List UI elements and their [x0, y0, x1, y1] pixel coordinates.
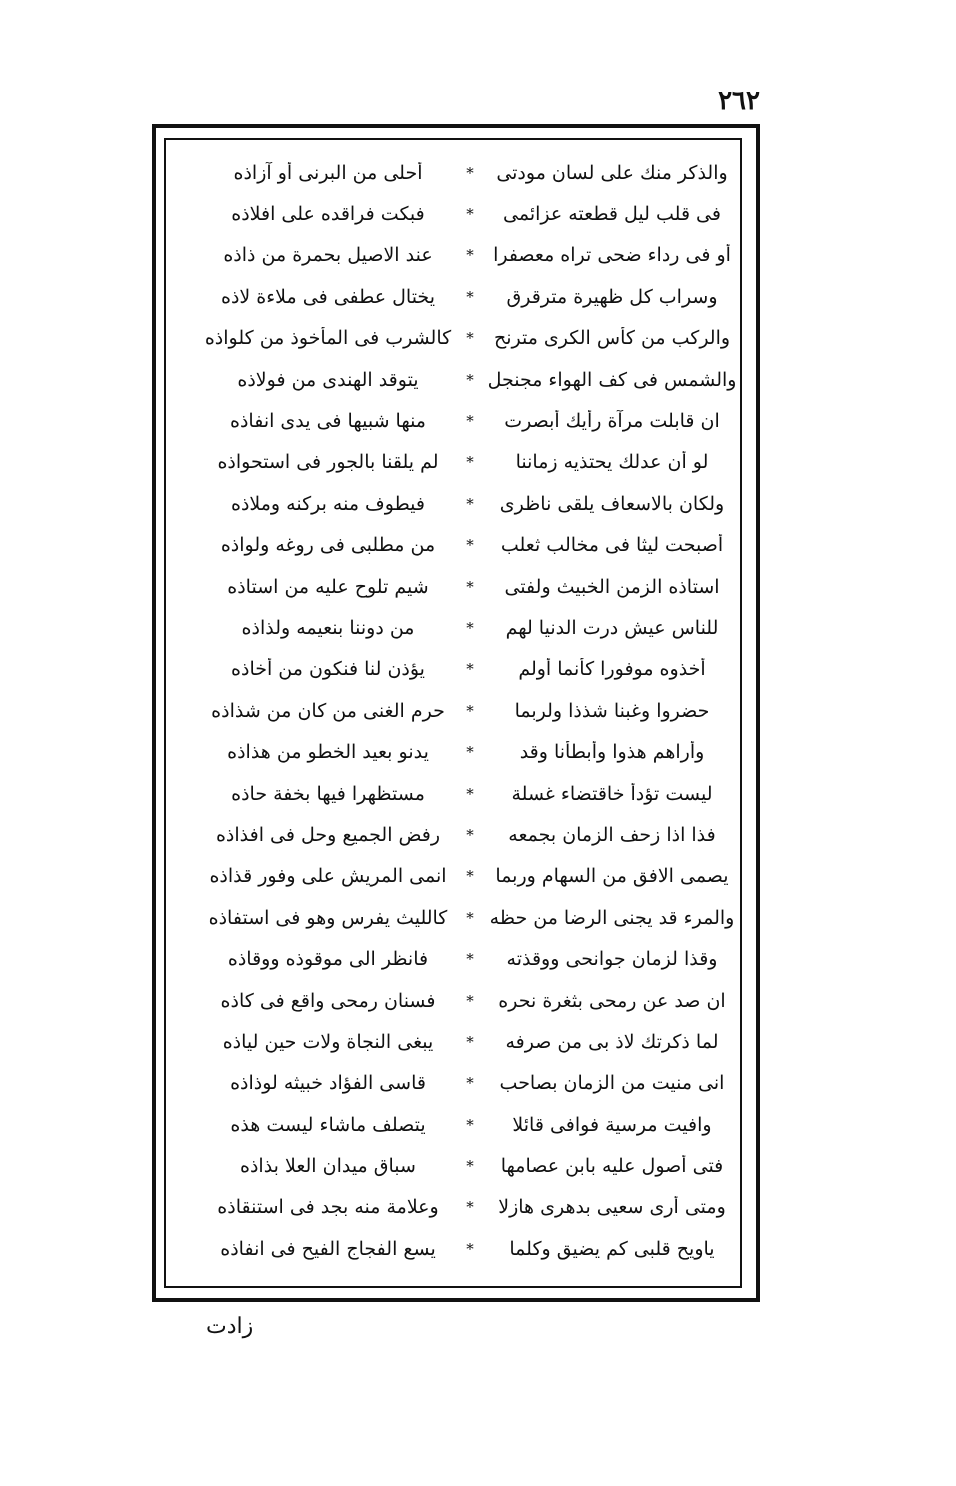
verse-second-hemistich: كالليث يفرس وهو فى استفاذه — [208, 906, 448, 929]
verse-first-hemistich: لو أن عدلك يحتذيه زماننا — [515, 451, 709, 474]
verse-second-hemistich: شيم تلوح عليه من استاذه — [227, 575, 429, 598]
verse-line — [180, 235, 740, 276]
verse-first-hemistich: والشمس فى كف الهواء مجنجل — [487, 368, 737, 391]
verse-second-hemistich: انمى المريش على وفور قذاذه — [209, 865, 447, 888]
verse-second-hemistich: فبكت فراقده على افلاذه — [231, 203, 425, 226]
poem-verses — [180, 152, 740, 1288]
hemistich-separator: * — [466, 867, 474, 886]
verse-second-hemistich: رفض الجميع وحل فى افذاذه — [215, 823, 441, 846]
verse-first-hemistich: للناس عيش درت الدنيا لهم — [505, 616, 719, 639]
hemistich-separator: * — [466, 577, 474, 596]
verse-first-hemistich: فذا اذا زحف الزمان بجمعه — [508, 823, 716, 846]
verse-second-hemistich: يدنو بعيد الخطو من هذاذه — [227, 741, 429, 764]
hemistich-separator: * — [466, 412, 474, 431]
verse-first-hemistich: أخذوه موفورا كأنما أولم — [518, 658, 706, 681]
verse-first-hemistich: والذكر منك على لسان مودتى — [496, 161, 728, 184]
catchword: زادت — [206, 1314, 254, 1339]
hemistich-separator: * — [466, 1115, 474, 1134]
verse-second-hemistich: وعلامة منه بجد فى استنقاذه — [217, 1196, 439, 1219]
verse-first-hemistich: والركب من كأس الكرى مترنح — [493, 327, 731, 350]
verse-second-hemistich: فانظر الى موقوذه ووقاذه — [227, 948, 429, 971]
verse-first-hemistich: حضروا وغبنا شذذا ولربما — [514, 699, 710, 722]
verse-line — [180, 276, 740, 317]
verse-second-hemistich: يسع الفجاج الفيح فى انفاذه — [220, 1237, 436, 1260]
verse-first-hemistich: ياويح قلبى كم يضيق وكلما — [509, 1237, 715, 1260]
verse-second-hemistich: فيطوف منه بركنه وملاذه — [231, 492, 425, 515]
hemistich-separator: * — [466, 908, 474, 927]
hemistich-separator: * — [466, 1198, 474, 1217]
verse-line — [180, 525, 740, 566]
verse-second-hemistich: عند الاصيل بحمرة من ذاذه — [223, 244, 433, 267]
verse-second-hemistich: كالشرب فى المأخوذ من كلواذه — [204, 327, 452, 350]
verse-second-hemistich: يختال عطفى فى ملاءة لاذه — [221, 285, 435, 308]
verse-first-hemistich: ولكان بالاسعاف يلقى ناظرى — [499, 492, 725, 515]
hemistich-separator: * — [466, 287, 474, 306]
verse-first-hemistich: استاذه الزمن الخبيث ولفتى — [504, 575, 720, 598]
hemistich-separator: * — [466, 1074, 474, 1093]
verse-second-hemistich: يبغى النجاة ولات حين لياذه — [222, 1030, 434, 1053]
verse-second-hemistich: يتوقد الهندى من فولاذه — [237, 368, 419, 391]
verse-first-hemistich: وافيت مرسية فوافى قائلا — [512, 1113, 712, 1136]
verse-line — [180, 1063, 740, 1104]
verse-line — [180, 897, 740, 938]
hemistich-separator: * — [466, 743, 474, 762]
verse-second-hemistich: فسنان رمحى واقع فى كاذه — [220, 989, 436, 1012]
verse-line — [180, 1021, 740, 1062]
verse-first-hemistich: لما ذكرتك لاذ بى من صرفه — [505, 1030, 719, 1053]
verse-second-hemistich: حرم الغنى من كان من شذاذه — [211, 699, 445, 722]
hemistich-separator: * — [466, 163, 474, 182]
hemistich-separator: * — [466, 825, 474, 844]
verse-line — [180, 566, 740, 607]
verse-line — [180, 1228, 740, 1269]
verse-second-hemistich: من مطلبى فى روغه ولواذه — [220, 534, 436, 557]
hemistich-separator: * — [466, 329, 474, 348]
verse-line — [180, 400, 740, 441]
verse-first-hemistich: فتى أصول عليه بابن عصامها — [500, 1155, 724, 1178]
verse-first-hemistich: فى قلب ليل قطعته عزائمى — [503, 203, 721, 226]
verse-line — [180, 814, 740, 855]
verse-line — [180, 1187, 740, 1228]
verse-first-hemistich: ان قابلت مرآة رأيك أبصرت — [504, 410, 720, 433]
verse-line — [180, 649, 740, 690]
verse-line — [180, 359, 740, 400]
verse-second-hemistich: يتصلف ماشاء ليست هذه — [230, 1113, 426, 1136]
hemistich-separator: * — [466, 370, 474, 389]
hemistich-separator: * — [466, 1157, 474, 1176]
verse-first-hemistich: وسراب كل ظهيرة مترقرق — [506, 285, 718, 308]
verse-line — [180, 731, 740, 772]
verse-second-hemistich: أحلى من البرنى أو آزاذه — [233, 161, 423, 184]
verse-line — [180, 938, 740, 979]
hemistich-separator: * — [466, 536, 474, 555]
verse-second-hemistich: قاسى الفؤاد خبيثه لوذاذه — [230, 1072, 426, 1095]
verse-line — [180, 318, 740, 359]
verse-first-hemistich: ان صد عن رمحى بثغرة نحره — [498, 989, 726, 1012]
verse-first-hemistich: والمرء قد يجنى الرضا من حظه — [489, 906, 735, 929]
verse-first-hemistich: ومتى أرى سعيى بدهرى هازلا — [498, 1196, 726, 1219]
verse-second-hemistich: لم يلقنا بالجور فى استحواذه — [217, 451, 439, 474]
hemistich-separator: * — [466, 1239, 474, 1258]
verse-line — [180, 1104, 740, 1145]
verse-line — [180, 193, 740, 234]
hemistich-separator: * — [466, 494, 474, 513]
hemistich-separator: * — [466, 453, 474, 472]
verse-line — [180, 856, 740, 897]
verse-line — [180, 152, 740, 193]
page-number: ٢٦٢ — [718, 86, 760, 116]
hemistich-separator: * — [466, 950, 474, 969]
verse-line — [180, 483, 740, 524]
verse-first-hemistich: ليست تؤدأ خاقتضاء غسلة — [511, 782, 713, 805]
verse-line — [180, 607, 740, 648]
hemistich-separator: * — [466, 660, 474, 679]
verse-second-hemistich: من دوننا بنعيمه ولذاذه — [241, 616, 415, 639]
verse-first-hemistich: وأراهم هذوا وأبطأنا وقد — [519, 741, 705, 764]
verse-second-hemistich: يؤذن لنا فنكون من أخاذه — [231, 658, 425, 681]
verse-first-hemistich: انى منيت من الزمان بصاحب — [499, 1072, 725, 1095]
hemistich-separator: * — [466, 205, 474, 224]
verse-first-hemistich: أصبحت ليثا فى مخالب ثعلب — [500, 534, 724, 557]
verse-first-hemistich: أو فى رداء ضحى تراه معصفرا — [493, 244, 731, 267]
verse-second-hemistich: منها شبيها فى يدى انفاذه — [230, 410, 426, 433]
verse-line — [180, 980, 740, 1021]
verse-second-hemistich: مستظهرا فيها بخفة حاذه — [231, 782, 425, 805]
hemistich-separator: * — [466, 784, 474, 803]
verse-second-hemistich: سباق ميدان العلا بذاذه — [240, 1155, 416, 1178]
hemistich-separator: * — [466, 246, 474, 265]
verse-line — [180, 773, 740, 814]
verse-line — [180, 690, 740, 731]
hemistich-separator: * — [466, 701, 474, 720]
hemistich-separator: * — [466, 991, 474, 1010]
verse-line — [180, 1145, 740, 1186]
hemistich-separator: * — [466, 1032, 474, 1051]
verse-first-hemistich: يصمى الافق من السهام وربما — [495, 865, 729, 888]
verse-line — [180, 442, 740, 483]
verse-first-hemistich: وقذا لزمان جوانحى ووقذته — [506, 948, 718, 971]
hemistich-separator: * — [466, 618, 474, 637]
